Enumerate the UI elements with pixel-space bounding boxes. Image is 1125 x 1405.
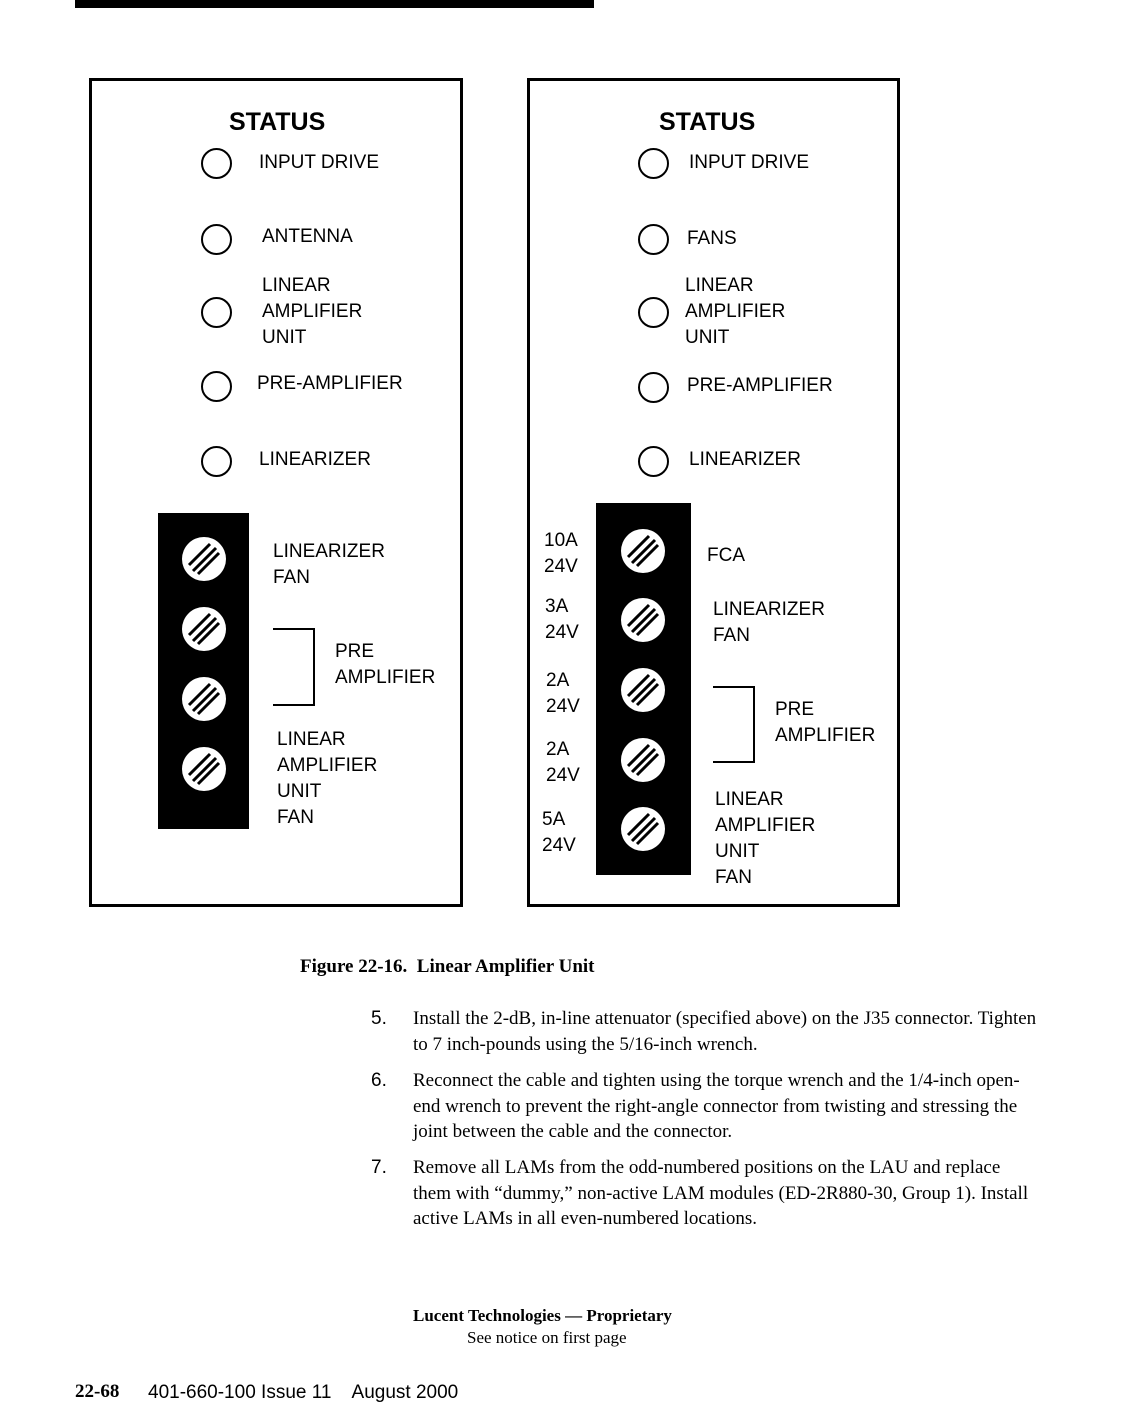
right-led-fans	[638, 224, 669, 255]
left-status-panel	[89, 78, 463, 907]
left-status-title: STATUS	[229, 108, 326, 136]
left-fuse-label-linearizer-fan: LINEARIZER FAN	[273, 541, 385, 588]
right-led-label-linearizer: LINEARIZER	[689, 449, 801, 470]
right-fuse-label-linearizer-fan: LINEARIZER FAN	[713, 599, 825, 646]
fuse-icon	[181, 536, 227, 582]
right-fuse-rating-5: 5A 24V	[542, 809, 576, 856]
left-pre-amplifier-bracket	[273, 628, 315, 706]
left-led-linear-amplifier-unit	[201, 297, 232, 328]
fuse-icon	[181, 676, 227, 722]
right-fuse-rating-2: 3A 24V	[545, 596, 579, 643]
fuse-icon	[620, 806, 666, 852]
right-led-linearizer	[638, 446, 669, 477]
step-number-6: 6.	[371, 1070, 387, 1091]
right-fuse-label-fca: FCA	[707, 545, 745, 566]
right-fuse-label-pre-amplifier: PRE AMPLIFIER	[775, 699, 876, 746]
left-led-label-input-drive: INPUT DRIVE	[259, 152, 380, 173]
document-info: 401-660-100 Issue 11 August 2000	[148, 1382, 459, 1403]
right-fuse-rating-3: 2A 24V	[546, 670, 580, 717]
left-led-label-pre-amplifier: PRE-AMPLIFIER	[257, 373, 403, 394]
fuse-icon	[181, 746, 227, 792]
header-rule	[75, 0, 594, 8]
left-led-label-linear-amplifier-unit: LINEAR AMPLIFIER UNIT	[262, 275, 363, 348]
fuse-icon	[620, 667, 666, 713]
left-led-label-linearizer: LINEARIZER	[259, 449, 371, 470]
footer-company: Lucent Technologies — Proprietary	[413, 1306, 672, 1325]
right-status-panel	[527, 78, 900, 907]
fuse-icon	[620, 597, 666, 643]
step-text-7: Remove all LAMs from the odd-numbered positions on the LAU and replace them with “dummy,” non-active LAM modules (ED-2R880-30, Group 1). Install active LAMs in all even-numbered locations.	[413, 1157, 1029, 1229]
right-fuse-rating-4: 2A 24V	[546, 739, 580, 786]
page-number: 22-68	[75, 1381, 120, 1402]
fuse-icon	[181, 606, 227, 652]
fuse-icon	[620, 528, 666, 574]
left-led-input-drive	[201, 148, 232, 179]
left-fuse-label-lau-fan: LINEAR AMPLIFIER UNIT FAN	[277, 729, 378, 828]
step-number-5: 5.	[371, 1008, 387, 1029]
right-led-label-linear-amplifier-unit: LINEAR AMPLIFIER UNIT	[685, 275, 786, 348]
fuse-icon	[620, 737, 666, 783]
left-led-antenna	[201, 224, 232, 255]
right-led-label-fans: FANS	[687, 228, 737, 249]
right-fuse-block	[596, 503, 691, 875]
figure-caption: Figure 22-16. Linear Amplifier Unit	[300, 956, 595, 977]
footer-notice: See notice on first page	[467, 1328, 627, 1347]
step-number-7: 7.	[371, 1157, 387, 1178]
right-led-pre-amplifier	[638, 372, 669, 403]
left-fuse-label-pre-amplifier: PRE AMPLIFIER	[335, 641, 436, 688]
right-led-input-drive	[638, 148, 669, 179]
left-led-linearizer	[201, 446, 232, 477]
right-pre-amplifier-bracket	[713, 686, 755, 763]
right-led-label-input-drive: INPUT DRIVE	[689, 152, 810, 173]
step-text-5: Install the 2-dB, in-line attenuator (specified above) on the J35 connector. Tighten to 7 inch-pounds using the 5/16-inch wrench.	[413, 1008, 1037, 1055]
right-status-title: STATUS	[659, 108, 756, 136]
right-led-label-pre-amplifier: PRE-AMPLIFIER	[687, 375, 833, 396]
left-fuse-block	[158, 513, 249, 829]
step-text-6: Reconnect the cable and tighten using the torque wrench and the 1/4-inch open-end wrench to prevent the right-angle connector from twisting and stressing the joint between the cable and the connector.	[413, 1070, 1020, 1142]
right-fuse-rating-1: 10A 24V	[544, 530, 578, 577]
right-led-linear-amplifier-unit	[638, 297, 669, 328]
left-led-pre-amplifier	[201, 371, 232, 402]
left-led-label-antenna: ANTENNA	[262, 226, 353, 247]
right-fuse-label-lau-fan: LINEAR AMPLIFIER UNIT FAN	[715, 789, 816, 888]
